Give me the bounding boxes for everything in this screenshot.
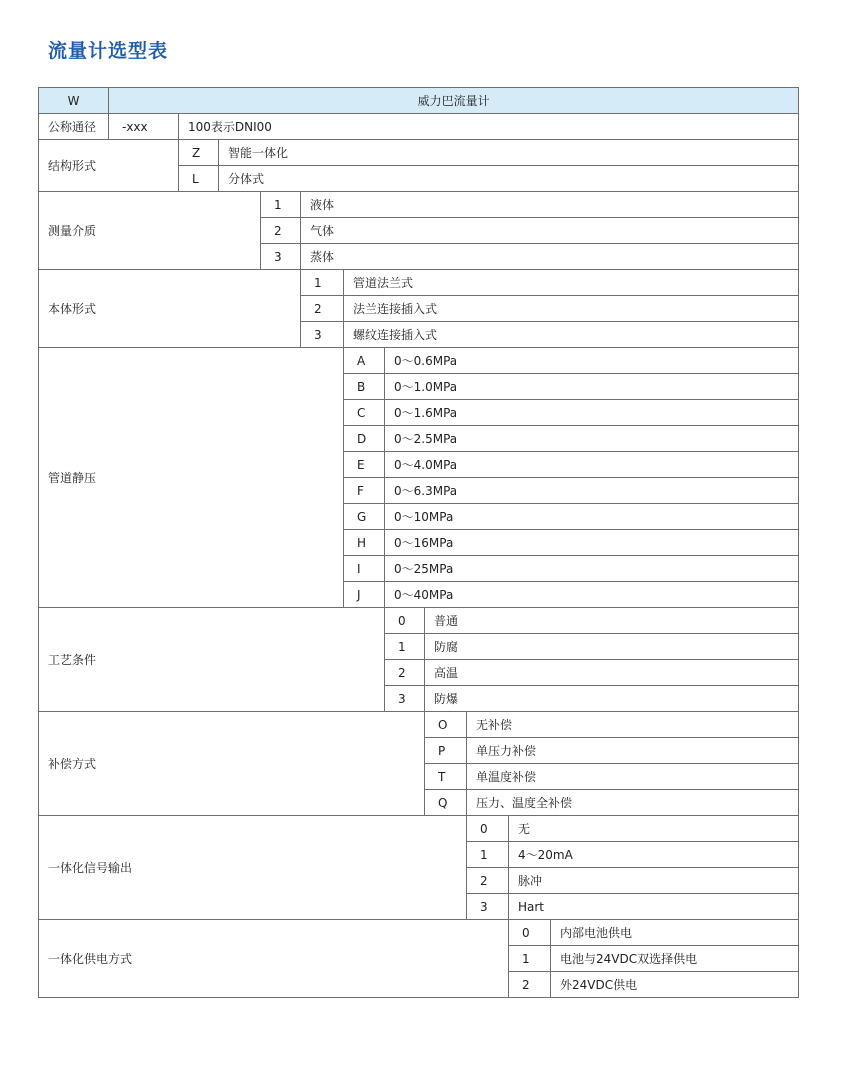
compensation-code: Q [425, 790, 467, 816]
process-desc: 防爆 [425, 686, 799, 712]
process-label: 工艺条件 [39, 608, 385, 712]
static-pressure-row [39, 348, 799, 374]
signal-output-code: 0 [467, 816, 509, 842]
process-code: 1 [385, 634, 425, 660]
diameter-row [39, 114, 799, 140]
static-pressure-code: I [344, 556, 385, 582]
process-desc: 防腐 [425, 634, 799, 660]
compensation-desc: 无补偿 [467, 712, 799, 738]
process-code: 2 [385, 660, 425, 686]
diameter-code: -xxx [109, 114, 179, 140]
process-row [39, 608, 799, 634]
model-title-cell: 威力巴流量计 [109, 88, 799, 114]
medium-desc: 气体 [301, 218, 799, 244]
static-pressure-code: B [344, 374, 385, 400]
compensation-label: 补偿方式 [39, 712, 425, 816]
power-supply-desc: 内部电池供电 [551, 920, 799, 946]
compensation-row [39, 712, 799, 738]
power-supply-desc: 电池与24VDC双选择供电 [551, 946, 799, 972]
static-pressure-desc: 0～10MPa [385, 504, 799, 530]
compensation-code: O [425, 712, 467, 738]
structure-code: L [179, 166, 219, 192]
body-form-desc: 管道法兰式 [344, 270, 799, 296]
process-desc: 普通 [425, 608, 799, 634]
signal-output-code: 2 [467, 868, 509, 894]
medium-code: 3 [261, 244, 301, 270]
signal-output-desc: 脉冲 [509, 868, 799, 894]
body-form-label: 本体形式 [39, 270, 301, 348]
compensation-desc: 单温度补偿 [467, 764, 799, 790]
static-pressure-desc: 0～16MPa [385, 530, 799, 556]
power-supply-desc: 外24VDC供电 [551, 972, 799, 998]
structure-code: Z [179, 140, 219, 166]
static-pressure-desc: 0～25MPa [385, 556, 799, 582]
medium-label: 测量介质 [39, 192, 261, 270]
body-form-desc: 法兰连接插入式 [344, 296, 799, 322]
medium-row [39, 192, 799, 218]
static-pressure-code: D [344, 426, 385, 452]
body-form-row [39, 270, 799, 296]
process-code: 3 [385, 686, 425, 712]
static-pressure-code: J [344, 582, 385, 608]
signal-output-code: 1 [467, 842, 509, 868]
static-pressure-code: A [344, 348, 385, 374]
compensation-desc: 压力、温度全补偿 [467, 790, 799, 816]
power-supply-row [39, 920, 799, 946]
signal-output-code: 3 [467, 894, 509, 920]
static-pressure-label: 管道静压 [39, 348, 344, 608]
compensation-desc: 单压力补偿 [467, 738, 799, 764]
power-supply-code: 0 [509, 920, 551, 946]
static-pressure-desc: 0～0.6MPa [385, 348, 799, 374]
medium-desc: 液体 [301, 192, 799, 218]
static-pressure-desc: 0～6.3MPa [385, 478, 799, 504]
medium-desc: 蒸体 [301, 244, 799, 270]
process-desc: 高温 [425, 660, 799, 686]
power-supply-code: 1 [509, 946, 551, 972]
compensation-code: T [425, 764, 467, 790]
selection-table [38, 87, 799, 998]
static-pressure-desc: 0～1.6MPa [385, 400, 799, 426]
static-pressure-desc: 0～4.0MPa [385, 452, 799, 478]
static-pressure-desc: 0～2.5MPa [385, 426, 799, 452]
header-row [39, 88, 799, 114]
power-supply-code: 2 [509, 972, 551, 998]
signal-output-desc: 4～20mA [509, 842, 799, 868]
signal-output-row [39, 816, 799, 842]
medium-code: 1 [261, 192, 301, 218]
static-pressure-desc: 0～1.0MPa [385, 374, 799, 400]
signal-output-desc: 无 [509, 816, 799, 842]
diameter-label: 公称通径 [39, 114, 109, 140]
static-pressure-code: C [344, 400, 385, 426]
process-code: 0 [385, 608, 425, 634]
body-form-desc: 螺纹连接插入式 [344, 322, 799, 348]
static-pressure-code: E [344, 452, 385, 478]
static-pressure-code: F [344, 478, 385, 504]
diameter-desc: 100表示DNI00 [179, 114, 799, 140]
static-pressure-desc: 0～40MPa [385, 582, 799, 608]
body-form-code: 1 [301, 270, 344, 296]
body-form-code: 3 [301, 322, 344, 348]
static-pressure-code: G [344, 504, 385, 530]
signal-output-desc: Hart [509, 894, 799, 920]
signal-output-label: 一体化信号输出 [39, 816, 467, 920]
body-form-code: 2 [301, 296, 344, 322]
power-supply-label: 一体化供电方式 [39, 920, 509, 998]
structure-label: 结构形式 [39, 140, 179, 192]
static-pressure-code: H [344, 530, 385, 556]
page-title: 流量计选型表 [48, 40, 169, 62]
medium-code: 2 [261, 218, 301, 244]
model-code-cell: W [39, 88, 109, 114]
structure-desc: 分体式 [219, 166, 799, 192]
compensation-code: P [425, 738, 467, 764]
structure-row [39, 140, 799, 166]
structure-desc: 智能一体化 [219, 140, 799, 166]
